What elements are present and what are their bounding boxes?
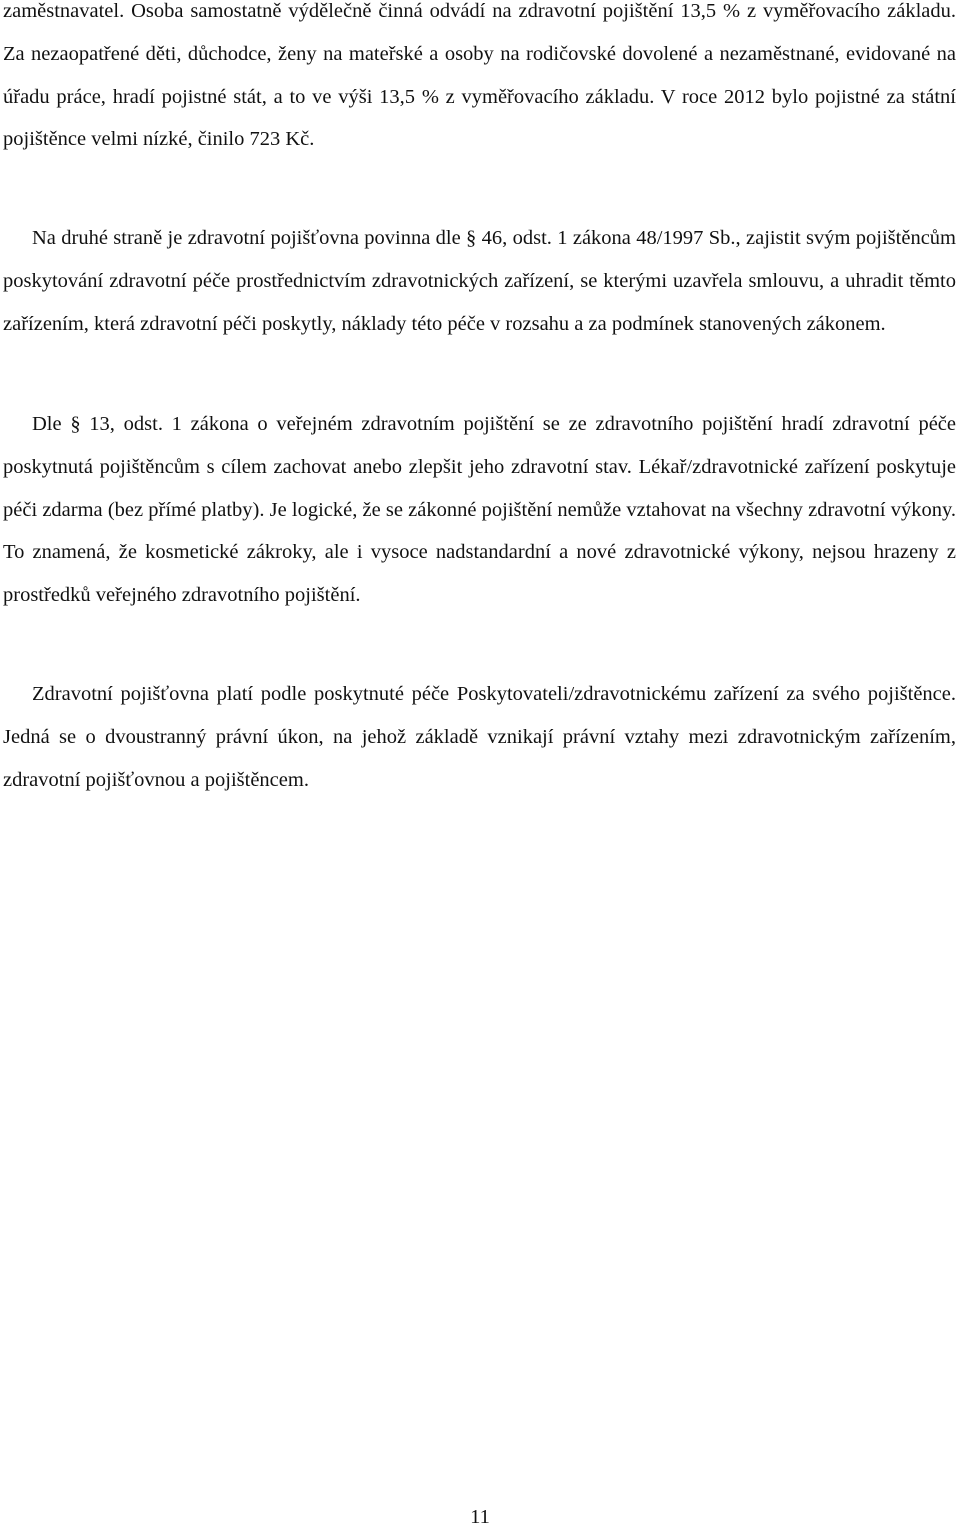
paragraph-3: Dle § 13, odst. 1 zákona o veřejném zdravotním pojištění se ze zdravotního pojištění hradí zdravotní péče poskytnutá pojištěncům s cílem zachovat anebo zlepšit jeho zdravotní stav. Lékař/zdravotnické zařízení poskytuje péči zdarma (bez přímé platby). Je logické, že se zákonné pojištění nemůže vztahovat na všechny zdravotní výkony. To znamená, že kosmetické zákroky, ale i vysoce nadstandardní a nové zdravotnické výkony, nejsou hrazeny z prostředků veřejného zdravotního pojištění. bbox=[3, 413, 956, 607]
paragraph-2: Na druhé straně je zdravotní pojišťovna povinna dle § 46, odst. 1 zákona 48/1997 Sb., zajistit svým pojištěncům poskytování zdravotní péče prostřednictvím zdravotnických zařízení, se kterými uzavřela smlouvu, a uhradit těmto zařízením, která zdravotní péči poskytly, náklady této péče v rozsahu a za podmínek stanovených zákonem. bbox=[3, 227, 956, 335]
paragraph-4: Zdravotní pojišťovna platí podle poskytnuté péče Poskytovateli/zdravotnickému zařízení za svého pojištěnce. Jedná se o dvoustranný právní úkon, na jehož základě vznikají právní vztahy mezi zdravotnickým zařízením, zdravotní pojišťovnou a pojištěncem. bbox=[3, 683, 956, 791]
paragraph-1: zaměstnavatel. Osoba samostatně výdělečně činná odvádí na zdravotní pojištění 13,5 % z vyměřovacího základu. Za nezaopatřené děti, důchodce, ženy na mateřské a osoby na rodičovské dovolené a nezaměstnané, evidované na úřadu práce, hradí pojistné stát, a to ve výši 13,5 % z vyměřovacího základu. V roce 2012 bylo pojistné za státní pojištěnce velmi nízké, činilo 723 Kč. bbox=[3, 0, 956, 151]
page-number: 11 bbox=[470, 1506, 490, 1528]
